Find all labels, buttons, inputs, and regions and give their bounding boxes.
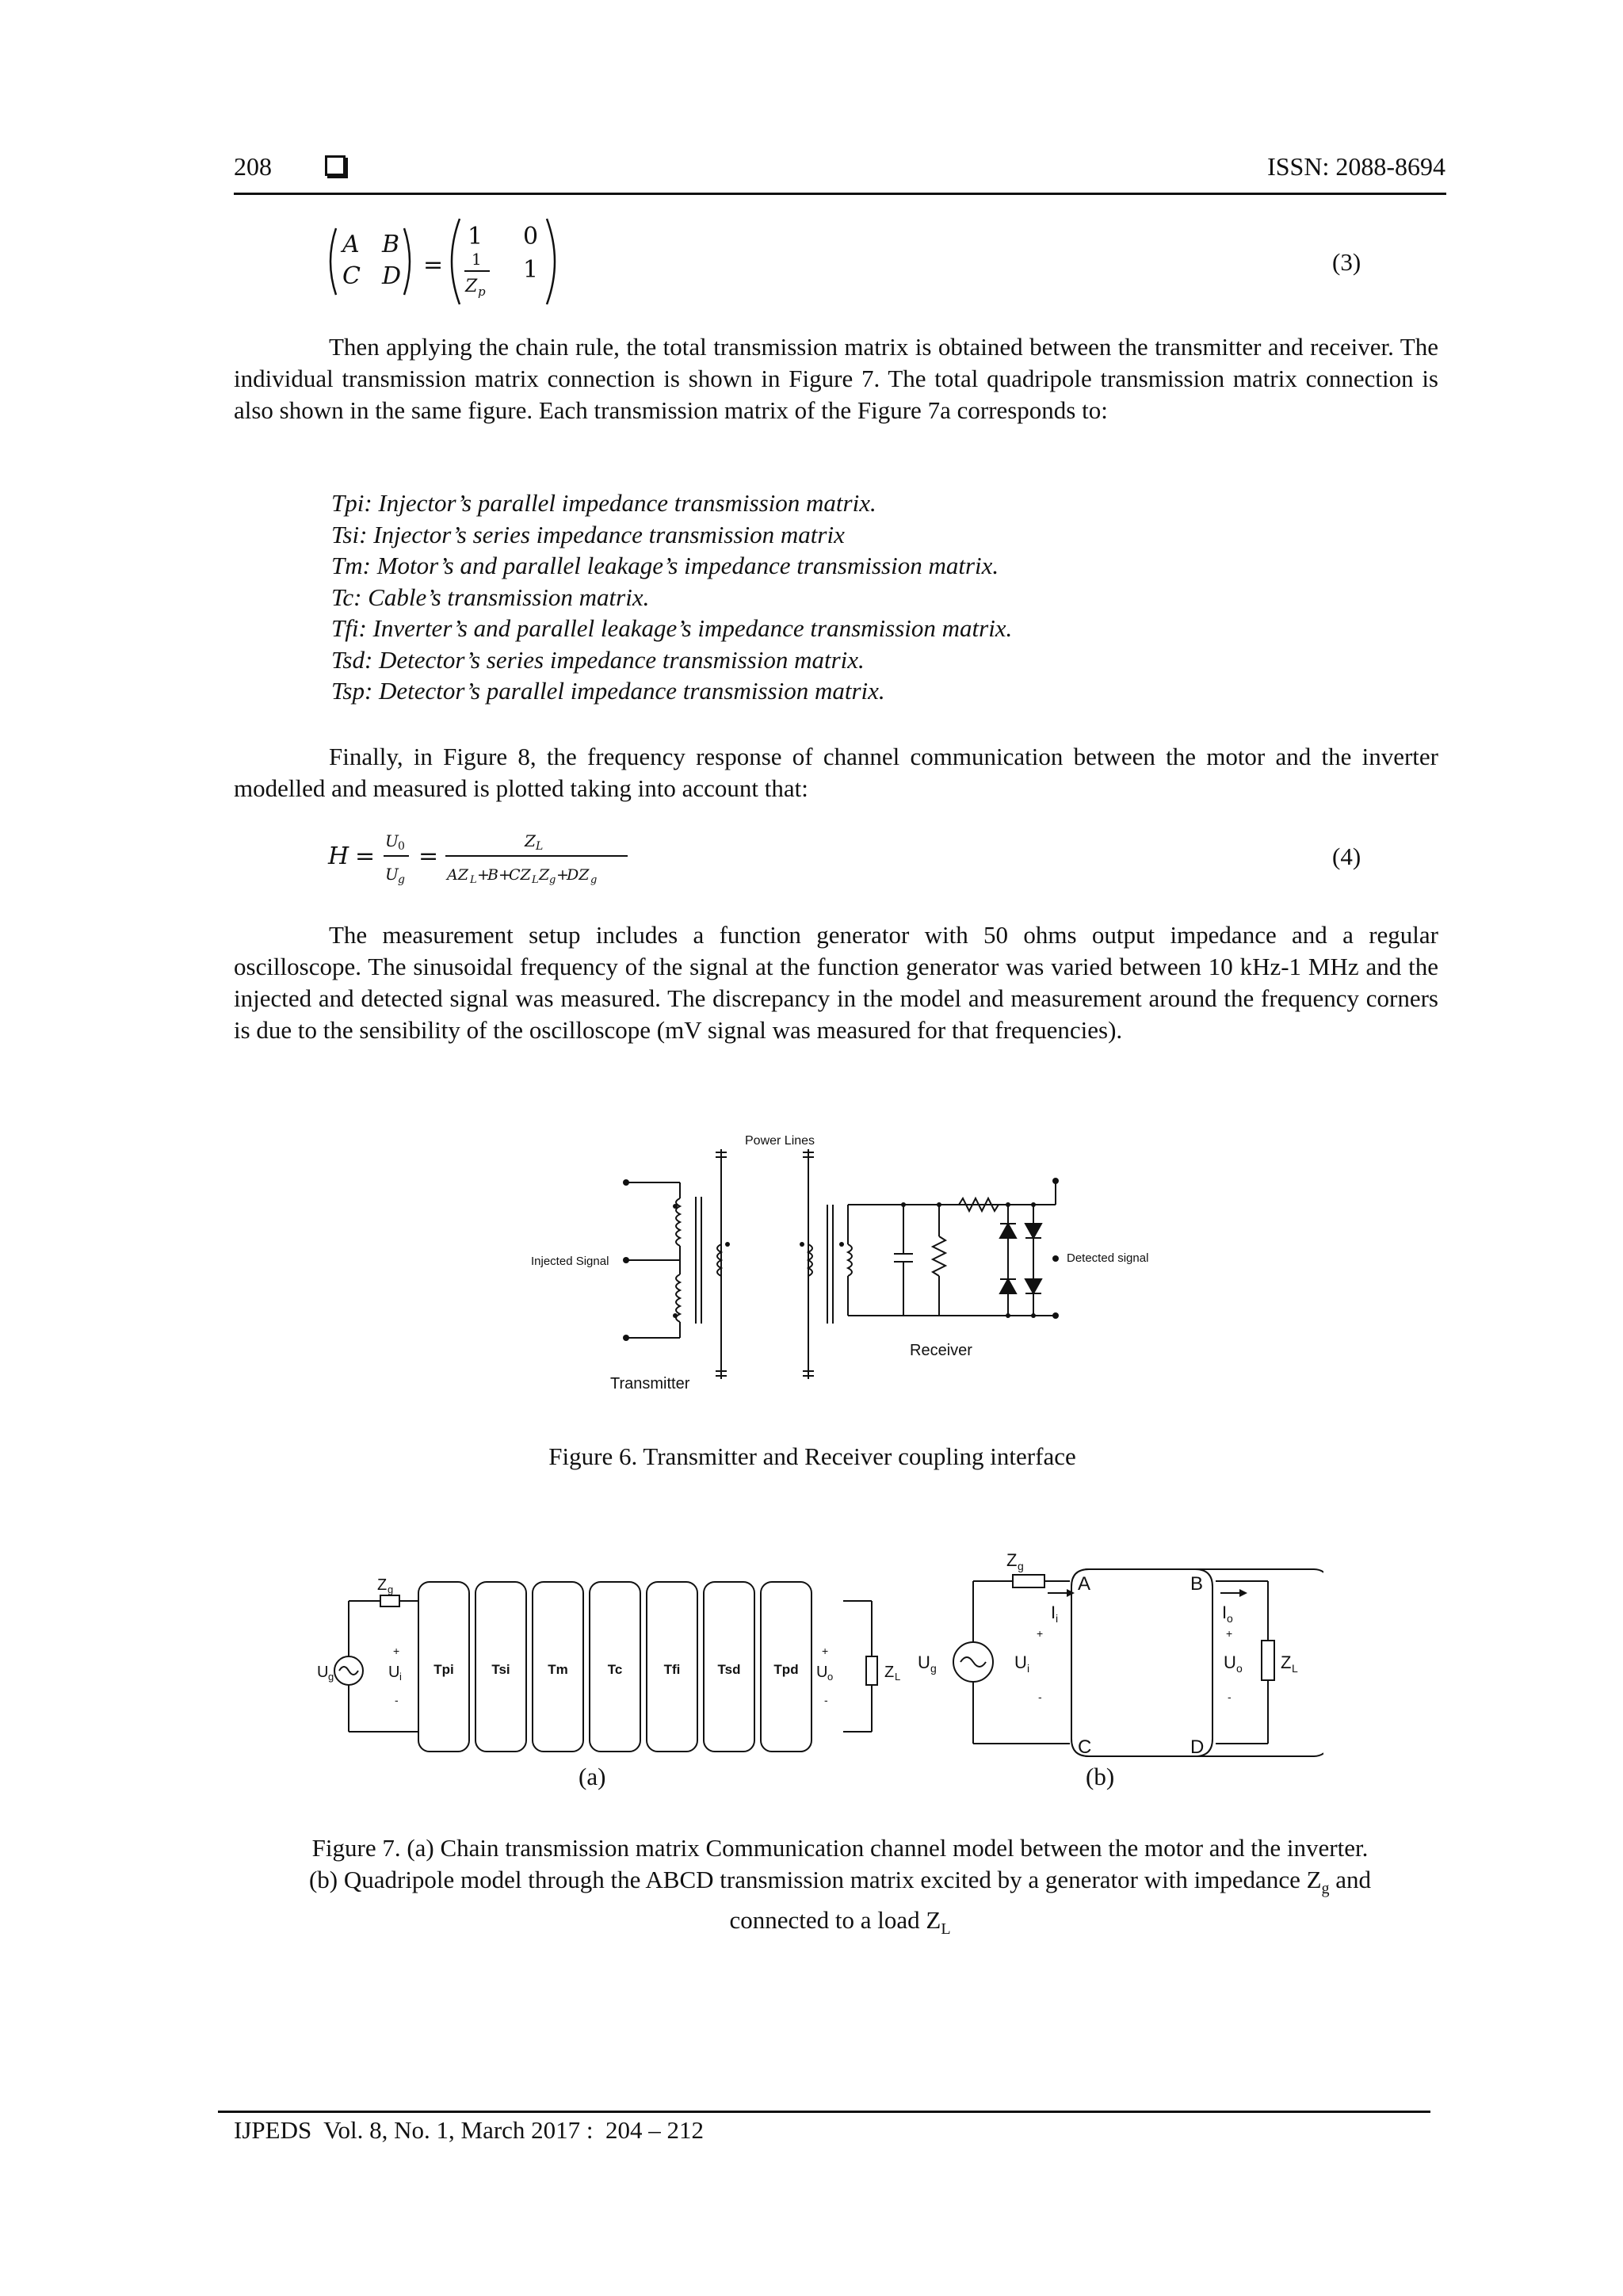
svg-text:Z: Z: [1281, 1652, 1292, 1672]
svg-text:g: g: [590, 874, 598, 886]
svg-text:+: +: [822, 1645, 829, 1657]
definition-item: Tsd: Detector’s series impedance transmission matrix.: [331, 645, 865, 674]
svg-text:+: +: [556, 866, 569, 884]
eq3-C: C: [342, 262, 361, 290]
eq3-B: B: [382, 231, 400, 258]
equation-4: [325, 824, 658, 888]
svg-text:U: U: [317, 1664, 329, 1681]
svg-text:g: g: [398, 873, 405, 886]
paragraph-1-text: Then applying the chain rule, the total transmission matrix is obtained between the transmitter and receiver. The individual transmission matrix connection is shown in Figure 7. The total quadripole transmission matrix connection is also shown in the same figure. Each transmission matrix of the Figure 7a corresponds to:: [234, 333, 1438, 424]
figure-6: [507, 1125, 1157, 1395]
definition-item: Tsp: Detector’s parallel impedance transmission matrix.: [331, 677, 885, 705]
eq3-m12: 0: [523, 223, 539, 250]
corner-D-label: D: [1190, 1736, 1205, 1758]
svg-text:I: I: [1051, 1603, 1056, 1622]
svg-text:g: g: [549, 874, 556, 886]
eq3-m21-num: 1: [472, 250, 482, 269]
svg-text:U: U: [1224, 1652, 1236, 1672]
svg-text:U: U: [816, 1664, 828, 1681]
svg-text:B: B: [487, 866, 498, 884]
svg-text:+: +: [498, 866, 511, 884]
svg-text:o: o: [1236, 1662, 1243, 1675]
svg-text:-: -: [824, 1694, 828, 1706]
issn: ISSN: 2088-8694: [1267, 152, 1445, 181]
svg-text:L: L: [536, 840, 544, 853]
svg-text:o: o: [827, 1671, 834, 1683]
svg-text:i: i: [399, 1671, 402, 1683]
detected-signal-label: Detected signal: [1067, 1251, 1149, 1265]
svg-text:g: g: [1018, 1560, 1024, 1572]
footer-text: IJPEDS Vol. 8, No. 1, March 2017 : 204 – 212: [234, 2116, 705, 2144]
svg-text:L: L: [895, 1671, 901, 1683]
receiver-label: Receiver: [910, 1342, 972, 1359]
definitions-list: [331, 487, 1012, 707]
transmitter-label: Transmitter: [610, 1375, 690, 1392]
page-number: 208: [234, 152, 272, 181]
figure-7b-quadripole: [911, 1538, 1323, 1791]
svg-text:+: +: [1226, 1627, 1233, 1640]
svg-text:H: H: [328, 842, 349, 870]
svg-text:U: U: [1014, 1652, 1027, 1672]
svg-text:g: g: [388, 1584, 394, 1595]
svg-text:Z: Z: [525, 831, 536, 850]
block-label: Tc: [607, 1662, 623, 1677]
paragraph-2: [234, 741, 1438, 804]
figure-7a-label: (a): [579, 1763, 606, 1790]
svg-text:Z: Z: [539, 866, 550, 884]
eq3-m21-den: Z: [465, 277, 478, 296]
eq3-m22: 1: [523, 256, 539, 284]
definition-item: Tm: Motor’s and parallel leakage’s impedance transmission matrix.: [331, 552, 999, 579]
header-rule: [234, 193, 1446, 195]
svg-text:-: -: [1038, 1690, 1042, 1703]
svg-text:Z: Z: [377, 1576, 388, 1594]
footer-rule: [218, 2111, 1430, 2113]
figure-6-caption: Figure 6. Transmitter and Receiver coupling interface: [548, 1442, 1076, 1470]
eq3-D: D: [382, 262, 402, 290]
svg-text:L: L: [1292, 1662, 1298, 1675]
svg-text:U: U: [388, 1664, 400, 1681]
figure-7b: [911, 1538, 1323, 1791]
equation-4-formula: [325, 824, 658, 888]
figure-7-caption-line3: connected to a load $Z_L$: [729, 1906, 951, 1939]
svg-text:=: =: [418, 842, 439, 870]
svg-text:g: g: [328, 1671, 334, 1683]
svg-text:-: -: [395, 1694, 399, 1706]
block-label: Tsi: [491, 1662, 510, 1677]
block-label: Tm: [548, 1662, 568, 1677]
equation-3: [325, 214, 579, 309]
svg-text:DZ: DZ: [567, 866, 590, 884]
svg-text:L: L: [532, 874, 539, 886]
block-label: Tfi: [663, 1662, 681, 1677]
svg-text:U: U: [385, 865, 399, 884]
paragraph-3-text: The measurement setup includes a function generator with 50 ohms output impedance and a regular oscilloscope. The sinusoidal frequency of the signal at the function generator was varied between 10 kHz-1 MHz and the injected and detected signal was measured. The discrepancy in the model and measurement around the frequency corners is due to the sensibility of the oscilloscope (mV signal was measured for that frequencies).: [234, 921, 1438, 1044]
eq3-A: A: [342, 231, 360, 258]
definition-item: Tpi: Injector’s parallel impedance transmission matrix.: [331, 489, 876, 517]
paragraph-2-text: Finally, in Figure 8, the frequency response of channel communication between the motor and the inverter modelled and measured is plotted taking into account that:: [234, 743, 1438, 802]
svg-text:U: U: [385, 831, 399, 850]
eq3-m21-den-sub: p: [478, 285, 486, 299]
figure-7b-label: (b): [1086, 1763, 1115, 1790]
svg-text:g: g: [930, 1662, 937, 1675]
figure-7-caption-line2: (b) Quadripole model through the ABCD transmission matrix excited by a generator with impedance $Z_g$ and: [308, 1866, 1372, 1898]
paragraph-1: [234, 331, 1438, 426]
svg-text:Z: Z: [1006, 1550, 1018, 1570]
svg-text:U: U: [918, 1652, 930, 1672]
eq3-m11: 1: [468, 223, 483, 250]
svg-text:=: =: [355, 842, 376, 870]
svg-text:0: 0: [398, 840, 405, 853]
equation-4-number: (4): [1332, 842, 1361, 870]
power-lines-label: Power Lines: [745, 1134, 815, 1148]
block-label: Tpi: [433, 1662, 454, 1677]
svg-text:I: I: [1222, 1603, 1228, 1622]
paragraph-3: [234, 919, 1438, 1046]
svg-text:+: +: [393, 1645, 400, 1657]
header-square-icon: [325, 155, 346, 176]
definition-item: Tsi: Injector’s series impedance transmission matrix: [331, 520, 845, 548]
equation-3-number: (3): [1332, 248, 1361, 276]
svg-text:L: L: [470, 874, 477, 886]
definition-item: Tc: Cable’s transmission matrix.: [331, 583, 650, 611]
svg-text:Z: Z: [884, 1664, 895, 1681]
corner-C-label: C: [1078, 1736, 1092, 1758]
equation-3-matrix: [325, 214, 579, 309]
svg-text:CZ: CZ: [509, 866, 531, 884]
figure-7-caption-line1: Figure 7. (a) Chain transmission matrix Communication channel model between the motor and the inverter.: [311, 1834, 1369, 1862]
corner-A-label: A: [1078, 1573, 1091, 1595]
svg-text:-: -: [1228, 1690, 1232, 1703]
corner-B-label: B: [1190, 1573, 1204, 1595]
definition-item: Tfi: Inverter’s and parallel leakage’s impedance transmission matrix.: [331, 614, 1013, 642]
injected-signal-label: Injected Signal: [531, 1255, 609, 1268]
svg-text:+: +: [1037, 1627, 1044, 1640]
figure-6-circuit: [507, 1125, 1157, 1395]
figure-7a: [317, 1538, 903, 1791]
figure-7a-chain: [317, 1538, 903, 1791]
svg-text:i: i: [1027, 1662, 1030, 1675]
svg-text:o: o: [1227, 1612, 1233, 1625]
block-label: Tpd: [773, 1662, 799, 1677]
figure-7-caption: [222, 1832, 1458, 1945]
svg-text:=: =: [423, 251, 444, 279]
svg-text:AZ: AZ: [447, 866, 468, 884]
svg-text:+: +: [477, 866, 490, 884]
block-label: Tsd: [717, 1662, 741, 1677]
svg-text:i: i: [1056, 1612, 1059, 1625]
